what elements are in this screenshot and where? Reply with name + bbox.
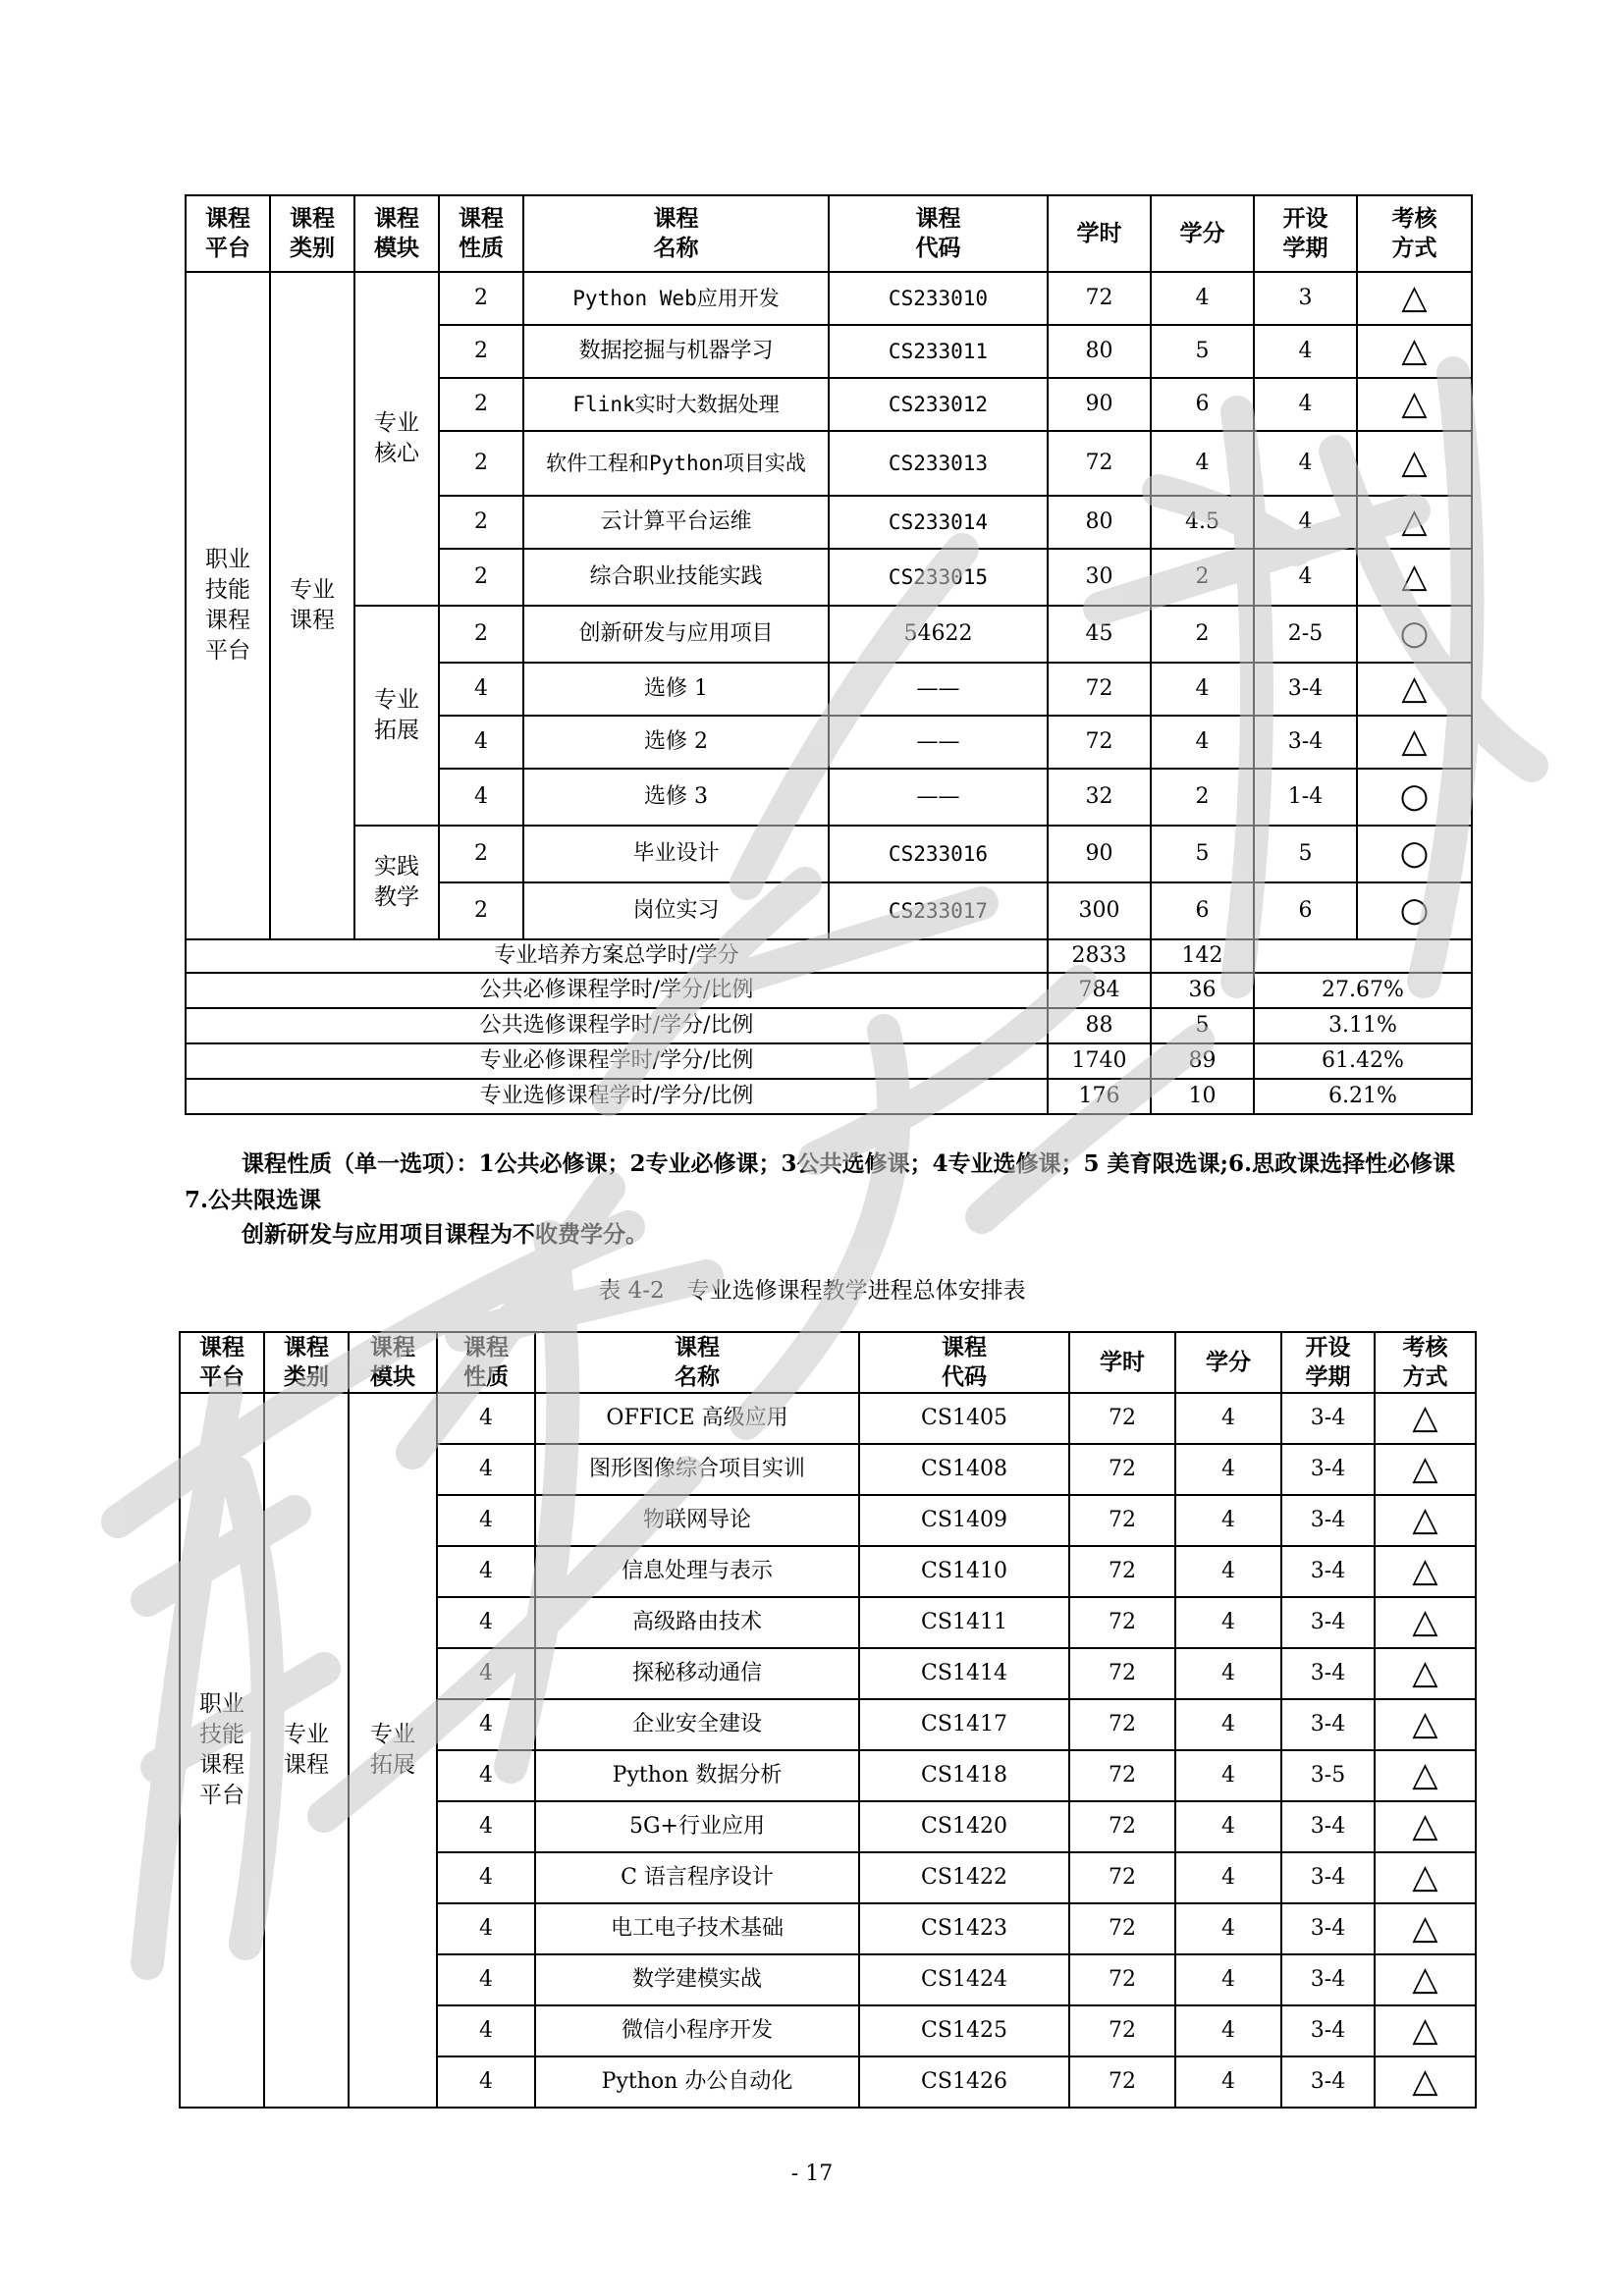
header-credits: 学分: [1151, 195, 1254, 272]
header-course-name: 课程 名称: [535, 1332, 859, 1393]
exam-triangle-icon: △: [1375, 2005, 1476, 2056]
exam-triangle-icon: △: [1357, 716, 1472, 769]
summary-row: [186, 939, 1472, 973]
course-nature: 2: [439, 378, 523, 431]
course-hours: 72: [1069, 1801, 1175, 1852]
course-name: C 语言程序设计: [535, 1852, 859, 1903]
course-credits: 4: [1175, 1648, 1281, 1699]
exam-triangle-icon: △: [1375, 1597, 1476, 1648]
course-hours: 72: [1069, 1699, 1175, 1750]
header-category: 课程 类别: [270, 195, 354, 272]
course-credits: 5: [1151, 325, 1254, 378]
course-code: CS233012: [829, 378, 1048, 431]
header-course-name: 课程 名称: [523, 195, 829, 272]
category-cell: 专业 课程: [270, 272, 354, 939]
course-name: Python 数据分析: [535, 1750, 859, 1801]
course-term: 1-4: [1254, 769, 1357, 826]
exam-circle-icon: ○: [1357, 882, 1472, 939]
course-credits: 4: [1175, 1495, 1281, 1546]
course-term: 3-4: [1281, 1903, 1375, 1954]
course-hours: 72: [1069, 1546, 1175, 1597]
exam-triangle-icon: △: [1357, 496, 1472, 549]
exam-triangle-icon: △: [1375, 1852, 1476, 1903]
summary-credits: 142: [1151, 939, 1254, 973]
summary-credits: 36: [1151, 973, 1254, 1008]
course-term: 4: [1254, 378, 1357, 431]
course-credits: 4: [1175, 1444, 1281, 1495]
summary-hours: 2833: [1048, 939, 1151, 973]
exam-triangle-icon: △: [1375, 1903, 1476, 1954]
course-term: 4: [1254, 496, 1357, 549]
course-nature: 2: [439, 549, 523, 606]
exam-triangle-icon: △: [1375, 1648, 1476, 1699]
course-credits: 4: [1175, 1546, 1281, 1597]
course-hours: 72: [1069, 1750, 1175, 1801]
exam-triangle-icon: △: [1375, 1393, 1476, 1444]
course-term: 3-4: [1281, 1699, 1375, 1750]
exam-triangle-icon: △: [1375, 2056, 1476, 2108]
course-nature: 4: [437, 1648, 535, 1699]
course-name: OFFICE 高级应用: [535, 1393, 859, 1444]
course-nature: 4: [437, 2056, 535, 2108]
course-nature-note: 课程性质（单一选项）：1公共必修课；2专业必修课；3公共选修课；4专业选修课；5 美育限选课;6.思政课选择性必修课 7.公共限选课: [185, 1150, 1456, 1213]
course-hours: 72: [1069, 1597, 1175, 1648]
course-term: 3-4: [1281, 1393, 1375, 1444]
course-code: CS1425: [859, 2005, 1069, 2056]
course-credits: 4: [1175, 2005, 1281, 2056]
header-module: 课程 模块: [354, 195, 439, 272]
summary-label: 公共必修课程学时/学分/比例: [186, 973, 1048, 1008]
exam-circle-icon: ○: [1357, 769, 1472, 826]
course-nature: 4: [437, 1903, 535, 1954]
course-hours: 72: [1069, 1954, 1175, 2005]
course-nature: 2: [439, 826, 523, 882]
course-name: 综合职业技能实践: [523, 549, 829, 606]
course-code: CS233017: [829, 882, 1048, 939]
page-number: - 17: [790, 2162, 834, 2186]
elective-course-table: [179, 1331, 1477, 2109]
table-row: [186, 272, 1472, 325]
course-term: 3-4: [1281, 2005, 1375, 2056]
course-name: 5G+行业应用: [535, 1801, 859, 1852]
course-nature: 4: [437, 1699, 535, 1750]
header-nature: 课程 性质: [437, 1332, 535, 1393]
summary-label: 公共选修课程学时/学分/比例: [186, 1008, 1048, 1043]
course-hours: 90: [1048, 826, 1151, 882]
header-platform: 课程 平台: [180, 1332, 264, 1393]
course-code: CS233016: [829, 826, 1048, 882]
course-hours: 72: [1048, 663, 1151, 716]
course-term: 3-4: [1254, 663, 1357, 716]
header-exam: 考核 方式: [1375, 1332, 1476, 1393]
course-name: 选修 2: [523, 716, 829, 769]
course-hours: 72: [1069, 2005, 1175, 2056]
course-nature: 4: [439, 663, 523, 716]
course-term: 3-4: [1281, 1648, 1375, 1699]
course-credits: 6: [1151, 882, 1254, 939]
course-nature: 4: [437, 1444, 535, 1495]
course-credits: 4: [1175, 1597, 1281, 1648]
course-credits: 4: [1151, 431, 1254, 496]
header-term: 开设 学期: [1281, 1332, 1375, 1393]
course-hours: 90: [1048, 378, 1151, 431]
summary-hours: 88: [1048, 1008, 1151, 1043]
course-name: 数据挖掘与机器学习: [523, 325, 829, 378]
course-code: CS1409: [859, 1495, 1069, 1546]
course-name: 云计算平台运维: [523, 496, 829, 549]
course-credits: 4: [1175, 1903, 1281, 1954]
course-hours: 72: [1069, 1495, 1175, 1546]
course-term: 2-5: [1254, 606, 1357, 663]
course-name: 信息处理与表示: [535, 1546, 859, 1597]
header-credits: 学分: [1175, 1332, 1281, 1393]
course-code: 54622: [829, 606, 1048, 663]
summary-credits: 5: [1151, 1008, 1254, 1043]
header-platform: 课程 平台: [186, 195, 270, 272]
course-hours: 72: [1069, 1648, 1175, 1699]
course-code: ——: [829, 769, 1048, 826]
header-hours: 学时: [1048, 195, 1151, 272]
course-hours: 80: [1048, 325, 1151, 378]
course-code: CS233015: [829, 549, 1048, 606]
exam-triangle-icon: △: [1357, 325, 1472, 378]
course-code: CS1410: [859, 1546, 1069, 1597]
course-nature: 4: [437, 2005, 535, 2056]
course-nature: 4: [437, 1597, 535, 1648]
course-nature: 4: [437, 1495, 535, 1546]
course-nature: 2: [439, 431, 523, 496]
course-name: 数学建模实战: [535, 1954, 859, 2005]
course-term: 3-4: [1281, 1954, 1375, 2005]
course-name: 微信小程序开发: [535, 2005, 859, 2056]
table-row: [186, 826, 1472, 882]
platform-cell: 职业 技能 课程 平台: [186, 272, 270, 939]
table-caption: 表 4-2 专业选修课程教学进程总体安排表: [598, 1278, 1026, 1304]
exam-triangle-icon: △: [1375, 1699, 1476, 1750]
course-code: ——: [829, 663, 1048, 716]
course-credits: 5: [1151, 826, 1254, 882]
course-hours: 72: [1069, 1903, 1175, 1954]
exam-triangle-icon: △: [1357, 378, 1472, 431]
course-nature: 2: [439, 606, 523, 663]
module-cell: 专业 核心: [354, 272, 439, 606]
course-term: 4: [1254, 549, 1357, 606]
course-nature: 2: [439, 882, 523, 939]
course-nature: 4: [437, 1852, 535, 1903]
course-code: CS1420: [859, 1801, 1069, 1852]
course-credits: 4: [1151, 663, 1254, 716]
summary-credits: 89: [1151, 1043, 1254, 1079]
course-credits: 4: [1175, 1954, 1281, 2005]
summary-row: [186, 1043, 1472, 1079]
course-term: 3: [1254, 272, 1357, 325]
course-nature: 4: [437, 1801, 535, 1852]
course-nature: 2: [439, 496, 523, 549]
course-hours: 72: [1048, 272, 1151, 325]
course-term: 6: [1254, 882, 1357, 939]
course-nature: 4: [437, 1546, 535, 1597]
course-code: CS1426: [859, 2056, 1069, 2108]
course-nature: 2: [439, 325, 523, 378]
summary-hours: 176: [1048, 1079, 1151, 1114]
header-term: 开设 学期: [1254, 195, 1357, 272]
exam-triangle-icon: △: [1375, 1444, 1476, 1495]
summary-row: [186, 973, 1472, 1008]
course-term: 3-4: [1281, 1801, 1375, 1852]
summary-label: 专业选修课程学时/学分/比例: [186, 1079, 1048, 1114]
summary-label: 专业培养方案总学时/学分: [186, 939, 1048, 973]
exam-circle-icon: ○: [1357, 606, 1472, 663]
course-hours: 30: [1048, 549, 1151, 606]
course-term: 4: [1254, 325, 1357, 378]
course-term: 5: [1254, 826, 1357, 882]
exam-circle-icon: ○: [1357, 826, 1472, 882]
course-term: 3-4: [1281, 1852, 1375, 1903]
course-hours: 80: [1048, 496, 1151, 549]
course-credits: 4: [1175, 2056, 1281, 2108]
course-term: 3-5: [1281, 1750, 1375, 1801]
summary-ratio: 61.42%: [1254, 1043, 1472, 1079]
summary-row: [186, 1008, 1472, 1043]
course-hours: 300: [1048, 882, 1151, 939]
course-code: CS1405: [859, 1393, 1069, 1444]
course-name: 软件工程和Python项目实战: [523, 431, 829, 496]
course-hours: 72: [1069, 1393, 1175, 1444]
course-hours: 72: [1069, 2056, 1175, 2108]
course-name: 高级路由技术: [535, 1597, 859, 1648]
course-credits: 4: [1175, 1699, 1281, 1750]
summary-hours: 1740: [1048, 1043, 1151, 1079]
course-credits: 2: [1151, 549, 1254, 606]
course-name: 岗位实习: [523, 882, 829, 939]
exam-triangle-icon: △: [1357, 431, 1472, 496]
course-code: CS233011: [829, 325, 1048, 378]
exam-triangle-icon: △: [1357, 549, 1472, 606]
summary-ratio: 27.67%: [1254, 973, 1472, 1008]
table-row: [186, 606, 1472, 663]
course-credits: 2: [1151, 606, 1254, 663]
course-name: 探秘移动通信: [535, 1648, 859, 1699]
category-cell: 专业 课程: [264, 1393, 349, 2108]
course-code: CS233013: [829, 431, 1048, 496]
innovation-credit-note: 创新研发与应用项目课程为不收费学分。: [242, 1221, 648, 1248]
course-credits: 2: [1151, 769, 1254, 826]
course-credits: 4: [1175, 1801, 1281, 1852]
course-table-main: [185, 194, 1473, 1115]
exam-triangle-icon: △: [1375, 1954, 1476, 2005]
course-nature: 2: [439, 272, 523, 325]
course-name: 图形图像综合项目实训: [535, 1444, 859, 1495]
exam-triangle-icon: △: [1357, 663, 1472, 716]
course-term: 4: [1254, 431, 1357, 496]
module-cell: 实践 教学: [354, 826, 439, 939]
course-code: CS1418: [859, 1750, 1069, 1801]
header-course-code: 课程 代码: [829, 195, 1048, 272]
course-term: 3-4: [1281, 1597, 1375, 1648]
course-code: CS1411: [859, 1597, 1069, 1648]
course-name: 企业安全建设: [535, 1699, 859, 1750]
course-code: ——: [829, 716, 1048, 769]
course-hours: 32: [1048, 769, 1151, 826]
course-name: Python Web应用开发: [523, 272, 829, 325]
summary-ratio: [1254, 939, 1472, 973]
header-course-code: 课程 代码: [859, 1332, 1069, 1393]
header-hours: 学时: [1069, 1332, 1175, 1393]
course-hours: 45: [1048, 606, 1151, 663]
exam-triangle-icon: △: [1375, 1801, 1476, 1852]
header-category: 课程 类别: [264, 1332, 349, 1393]
course-term: 3-4: [1281, 1495, 1375, 1546]
course-nature: 4: [437, 1750, 535, 1801]
course-code: CS1417: [859, 1699, 1069, 1750]
course-term: 3-4: [1254, 716, 1357, 769]
course-credits: 4: [1151, 272, 1254, 325]
course-code: CS1422: [859, 1852, 1069, 1903]
course-code: CS1423: [859, 1903, 1069, 1954]
course-term: 3-4: [1281, 1444, 1375, 1495]
course-credits: 4: [1175, 1393, 1281, 1444]
exam-triangle-icon: △: [1357, 272, 1472, 325]
summary-row: [186, 1079, 1472, 1114]
course-hours: 72: [1069, 1852, 1175, 1903]
course-nature: 4: [439, 769, 523, 826]
course-code: CS1414: [859, 1648, 1069, 1699]
header-nature: 课程 性质: [439, 195, 523, 272]
header-module: 课程 模块: [349, 1332, 437, 1393]
course-term: 3-4: [1281, 1546, 1375, 1597]
course-credits: 4: [1151, 716, 1254, 769]
platform-cell: 职业 技能 课程 平台: [180, 1393, 264, 2108]
course-credits: 6: [1151, 378, 1254, 431]
course-nature: 4: [439, 716, 523, 769]
course-credits: 4: [1175, 1750, 1281, 1801]
course-name: 物联网导论: [535, 1495, 859, 1546]
summary-hours: 784: [1048, 973, 1151, 1008]
table-header-row: [180, 1332, 1476, 1393]
course-name: 选修 3: [523, 769, 829, 826]
exam-triangle-icon: △: [1375, 1750, 1476, 1801]
exam-triangle-icon: △: [1375, 1495, 1476, 1546]
summary-credits: 10: [1151, 1079, 1254, 1114]
course-code: CS233014: [829, 496, 1048, 549]
module-cell: 专业 拓展: [354, 606, 439, 826]
summary-ratio: 3.11%: [1254, 1008, 1472, 1043]
course-name: Flink实时大数据处理: [523, 378, 829, 431]
course-name: 电工电子技术基础: [535, 1903, 859, 1954]
course-name: Python 办公自动化: [535, 2056, 859, 2108]
exam-triangle-icon: △: [1375, 1546, 1476, 1597]
course-hours: 72: [1069, 1444, 1175, 1495]
course-credits: 4.5: [1151, 496, 1254, 549]
course-credits: 4: [1175, 1852, 1281, 1903]
header-exam: 考核 方式: [1357, 195, 1472, 272]
course-nature: 4: [437, 1393, 535, 1444]
module-cell: 专业 拓展: [349, 1393, 437, 2108]
course-code: CS233010: [829, 272, 1048, 325]
course-code: CS1408: [859, 1444, 1069, 1495]
table-row: [180, 1393, 1476, 1444]
course-nature: 4: [437, 1954, 535, 2005]
summary-label: 专业必修课程学时/学分/比例: [186, 1043, 1048, 1079]
course-name: 创新研发与应用项目: [523, 606, 829, 663]
course-name: 选修 1: [523, 663, 829, 716]
course-hours: 72: [1048, 716, 1151, 769]
course-name: 毕业设计: [523, 826, 829, 882]
summary-ratio: 6.21%: [1254, 1079, 1472, 1114]
course-term: 3-4: [1281, 2056, 1375, 2108]
course-hours: 72: [1048, 431, 1151, 496]
table-header-row: [186, 195, 1472, 272]
course-code: CS1424: [859, 1954, 1069, 2005]
